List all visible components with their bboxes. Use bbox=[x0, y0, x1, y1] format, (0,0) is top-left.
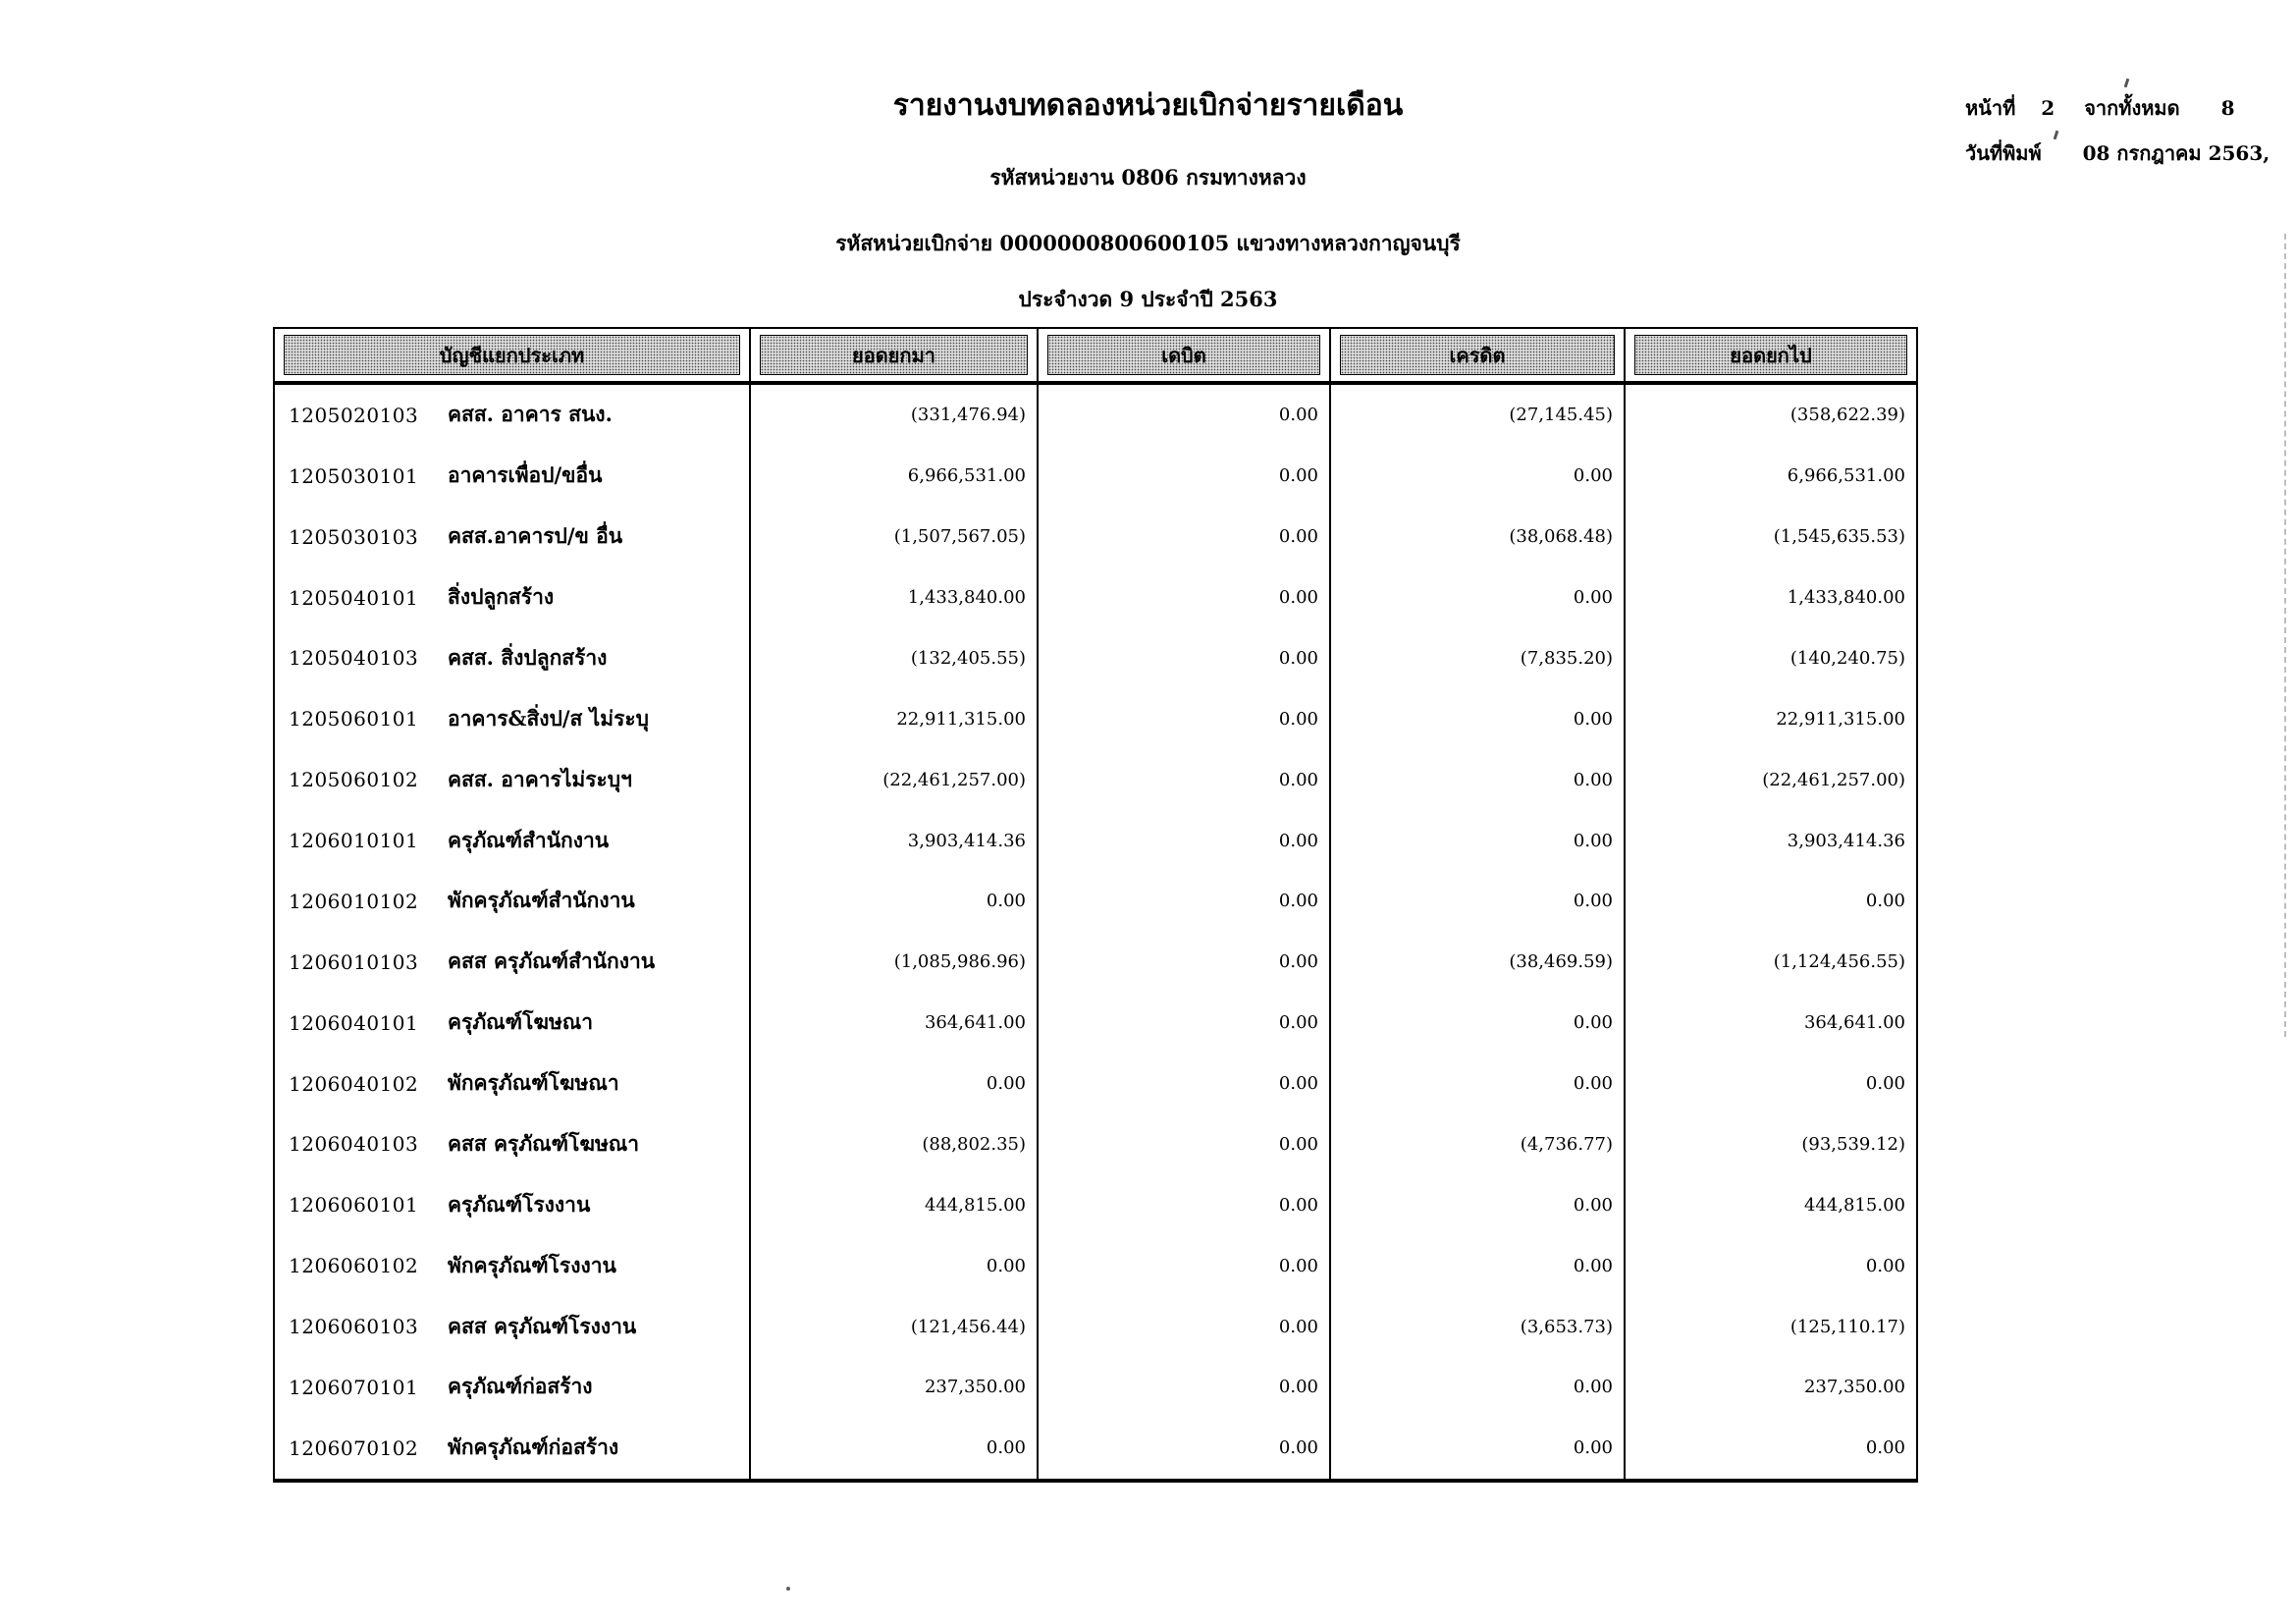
debit-cell: 0.00 bbox=[1039, 1357, 1331, 1418]
table-row bbox=[275, 385, 1916, 446]
carry-forward-cell: 3,903,414.36 bbox=[751, 810, 1039, 871]
account-cell bbox=[275, 993, 751, 1054]
table-row bbox=[275, 568, 1916, 628]
table-row bbox=[275, 1418, 1916, 1479]
table-row bbox=[275, 688, 1916, 749]
account-code: 1206010103 bbox=[289, 949, 419, 974]
page-title: รายงานงบทดลองหน่วยเบิกจ่ายรายเดือน bbox=[892, 88, 1404, 123]
account-code: 1206040102 bbox=[289, 1071, 419, 1096]
carry-forward-cell: (1,085,986.96) bbox=[751, 932, 1039, 993]
debit-cell: 0.00 bbox=[1039, 1235, 1331, 1296]
account-cell bbox=[275, 688, 751, 749]
debit-cell: 0.00 bbox=[1039, 1418, 1331, 1479]
account-name: ครุภัณฑ์สำนักงาน bbox=[448, 827, 610, 852]
print-date-row bbox=[1965, 137, 2269, 169]
carry-forward-cell: 6,966,531.00 bbox=[751, 446, 1039, 507]
agency-code-line: รหัสหน่วยงาน 0806 กรมทางหลวง bbox=[989, 165, 1307, 189]
column-header-account-label: บัญชีแยกประเภท bbox=[284, 335, 740, 375]
credit-cell: 0.00 bbox=[1331, 1054, 1626, 1114]
balance-cell: (1,545,635.53) bbox=[1773, 526, 1905, 548]
account-code: 1206070102 bbox=[289, 1435, 419, 1460]
account-name: พักครุภัณฑ์โฆษณา bbox=[448, 1070, 619, 1096]
debit-cell: 0.00 bbox=[1039, 932, 1331, 993]
table-row bbox=[275, 1357, 1916, 1418]
carry-forward-cell: 0.00 bbox=[751, 1235, 1039, 1296]
balance-cell: (1,124,456.55) bbox=[1773, 951, 1905, 973]
column-header-carry-forward bbox=[751, 329, 1039, 381]
credit-cell: 0.00 bbox=[1331, 1418, 1626, 1479]
balance-cell: 6,966,531.00 bbox=[1787, 465, 1905, 487]
carry-forward-cell: 364,641.00 bbox=[751, 993, 1039, 1054]
scan-speck bbox=[2124, 79, 2130, 87]
trial-balance-table bbox=[273, 327, 1918, 1483]
table-header-row bbox=[275, 329, 1916, 385]
debit-cell: 0.00 bbox=[1039, 749, 1331, 810]
debit-cell: 0.00 bbox=[1039, 385, 1331, 446]
account-name: คสส ครุภัณฑ์โรงงาน bbox=[448, 1313, 637, 1338]
total-pages-label: จากทั้งหมด bbox=[2084, 96, 2180, 120]
account-cell bbox=[275, 507, 751, 568]
debit-cell: 0.00 bbox=[1039, 628, 1331, 689]
account-name: พักครุภัณฑ์โรงงาน bbox=[448, 1252, 616, 1277]
account-name: คสส. สิ่งปลูกสร้าง bbox=[448, 644, 608, 670]
account-cell bbox=[275, 1235, 751, 1296]
carry-forward-cell: 237,350.00 bbox=[751, 1357, 1039, 1418]
account-name: ครุภัณฑ์โฆษณา bbox=[448, 1009, 594, 1035]
account-name: คสส.อาคารป/ข อื่น bbox=[448, 523, 623, 549]
debit-cell: 0.00 bbox=[1039, 810, 1331, 871]
credit-cell: 0.00 bbox=[1331, 871, 1626, 932]
period-line: ประจำงวด 9 ประจำปี 2563 bbox=[1018, 287, 1278, 311]
account-code: 1205060102 bbox=[289, 768, 419, 792]
debit-cell: 0.00 bbox=[1039, 871, 1331, 932]
report-header bbox=[835, 82, 1461, 316]
account-cell bbox=[275, 1174, 751, 1235]
balance-cell: (125,110.17) bbox=[1789, 1316, 1905, 1337]
page-number-value: 2 bbox=[2041, 96, 2056, 120]
credit-cell: 0.00 bbox=[1331, 568, 1626, 628]
table-row bbox=[275, 1174, 1916, 1235]
credit-cell: (38,469.59) bbox=[1331, 932, 1626, 993]
account-name: คสส. อาคารไม่ระบุฯ bbox=[448, 766, 632, 791]
balance-cell: 0.00 bbox=[1865, 1437, 1905, 1459]
debit-cell: 0.00 bbox=[1039, 446, 1331, 507]
column-header-carry-forward-label: ยอดยกมา bbox=[760, 335, 1028, 375]
account-cell bbox=[275, 871, 751, 932]
table-row bbox=[275, 507, 1916, 568]
credit-cell: (4,736.77) bbox=[1331, 1114, 1626, 1175]
balance-cell: 22,911,315.00 bbox=[1776, 708, 1905, 730]
account-code: 1206060101 bbox=[289, 1193, 419, 1218]
balance-cell: (22,461,257.00) bbox=[1762, 769, 1905, 790]
account-code: 1205040103 bbox=[289, 646, 419, 671]
debit-cell: 0.00 bbox=[1039, 568, 1331, 628]
account-name: อาคาร&สิ่งป/ส ไม่ระบุ bbox=[448, 705, 649, 731]
balance-cell: 237,350.00 bbox=[1803, 1377, 1905, 1398]
total-pages-value: 8 bbox=[2220, 96, 2235, 120]
table-row bbox=[275, 446, 1916, 507]
column-header-debit bbox=[1039, 329, 1331, 381]
account-cell bbox=[275, 810, 751, 871]
column-header-balance bbox=[1626, 329, 1916, 381]
credit-cell: 0.00 bbox=[1331, 993, 1626, 1054]
table-row bbox=[275, 1054, 1916, 1114]
account-cell bbox=[275, 385, 751, 446]
account-name: คสส. อาคาร สนง. bbox=[448, 402, 613, 427]
balance-cell: 444,815.00 bbox=[1803, 1194, 1905, 1216]
carry-forward-cell: (331,476.94) bbox=[751, 385, 1039, 446]
carry-forward-cell: (22,461,257.00) bbox=[751, 749, 1039, 810]
balance-cell: (93,539.12) bbox=[1801, 1133, 1905, 1155]
account-name: คสส ครุภัณฑ์สำนักงาน bbox=[448, 948, 656, 974]
carry-forward-cell: (132,405.55) bbox=[751, 628, 1039, 689]
account-code: 1206070101 bbox=[289, 1375, 419, 1399]
balance-cell: 1,433,840.00 bbox=[1787, 587, 1905, 609]
table-body bbox=[275, 385, 1916, 1479]
account-cell bbox=[275, 446, 751, 507]
account-code: 1206010102 bbox=[289, 889, 419, 913]
carry-forward-cell: 0.00 bbox=[751, 1054, 1039, 1114]
carry-forward-cell: 22,911,315.00 bbox=[751, 688, 1039, 749]
balance-cell: 0.00 bbox=[1865, 1073, 1905, 1095]
account-cell bbox=[275, 749, 751, 810]
table-row bbox=[275, 871, 1916, 932]
credit-cell: (27,145.45) bbox=[1331, 385, 1626, 446]
carry-forward-cell: (88,802.35) bbox=[751, 1114, 1039, 1175]
scan-edge-artifact bbox=[2284, 234, 2286, 1037]
balance-cell: (358,622.39) bbox=[1789, 405, 1905, 426]
credit-cell: 0.00 bbox=[1331, 1357, 1626, 1418]
account-code: 1205060101 bbox=[289, 707, 419, 731]
credit-cell: (7,835.20) bbox=[1331, 628, 1626, 689]
table-row bbox=[275, 932, 1916, 993]
account-cell bbox=[275, 932, 751, 993]
debit-cell: 0.00 bbox=[1039, 688, 1331, 749]
account-name: ครุภัณฑ์ก่อสร้าง bbox=[448, 1374, 593, 1399]
table-row bbox=[275, 1235, 1916, 1296]
debit-cell: 0.00 bbox=[1039, 1296, 1331, 1357]
disbursement-code-line: รหัสหน่วยเบิกจ่าย 0000000800600105 แขวงทางหลวงกาญจนบุรี bbox=[835, 231, 1461, 255]
account-code: 1205040101 bbox=[289, 585, 419, 610]
account-cell bbox=[275, 1114, 751, 1175]
carry-forward-cell: 0.00 bbox=[751, 871, 1039, 932]
scan-speck bbox=[786, 1587, 790, 1591]
print-date-label: วันที่พิมพ์ bbox=[1965, 141, 2042, 165]
account-cell bbox=[275, 1296, 751, 1357]
table-row bbox=[275, 749, 1916, 810]
credit-cell: 0.00 bbox=[1331, 749, 1626, 810]
debit-cell: 0.00 bbox=[1039, 1174, 1331, 1235]
credit-cell: 0.00 bbox=[1331, 688, 1626, 749]
account-name: พักครุภัณฑ์สำนักงาน bbox=[448, 888, 635, 913]
column-header-balance-label: ยอดยกไป bbox=[1634, 335, 1907, 375]
account-cell bbox=[275, 568, 751, 628]
credit-cell: 0.00 bbox=[1331, 446, 1626, 507]
balance-cell: 364,641.00 bbox=[1803, 1012, 1905, 1034]
column-header-account bbox=[275, 329, 751, 381]
credit-cell: (3,653.73) bbox=[1331, 1296, 1626, 1357]
credit-cell: 0.00 bbox=[1331, 1174, 1626, 1235]
carry-forward-cell: 1,433,840.00 bbox=[751, 568, 1039, 628]
table-row bbox=[275, 993, 1916, 1054]
column-header-credit-label: เครดิต bbox=[1340, 335, 1615, 375]
table-row bbox=[275, 810, 1916, 871]
page-number-label: หน้าที่ bbox=[1965, 96, 2016, 120]
account-name: สิ่งปลูกสร้าง bbox=[448, 584, 555, 610]
account-cell bbox=[275, 628, 751, 689]
account-cell bbox=[275, 1418, 751, 1479]
page-info-block bbox=[1965, 92, 2269, 183]
balance-cell: 0.00 bbox=[1865, 891, 1905, 912]
account-cell bbox=[275, 1357, 751, 1418]
print-date-value: 08 กรกฎาคม 2563, bbox=[2082, 141, 2270, 165]
carry-forward-cell: (121,456.44) bbox=[751, 1296, 1039, 1357]
balance-cell: (140,240.75) bbox=[1789, 647, 1905, 669]
carry-forward-cell: 0.00 bbox=[751, 1418, 1039, 1479]
credit-cell: 0.00 bbox=[1331, 1235, 1626, 1296]
debit-cell: 0.00 bbox=[1039, 1054, 1331, 1114]
credit-cell: (38,068.48) bbox=[1331, 507, 1626, 568]
table-row bbox=[275, 1114, 1916, 1175]
carry-forward-cell: 444,815.00 bbox=[751, 1174, 1039, 1235]
column-header-debit-label: เดบิต bbox=[1047, 335, 1320, 375]
account-code: 1205020103 bbox=[289, 403, 419, 427]
account-cell bbox=[275, 1054, 751, 1114]
account-code: 1206060103 bbox=[289, 1315, 419, 1339]
account-code: 1206040101 bbox=[289, 1010, 419, 1035]
account-code: 1206040103 bbox=[289, 1132, 419, 1157]
page-number-row bbox=[1965, 92, 2269, 124]
column-header-credit bbox=[1331, 329, 1626, 381]
debit-cell: 0.00 bbox=[1039, 1114, 1331, 1175]
debit-cell: 0.00 bbox=[1039, 507, 1331, 568]
table-row bbox=[275, 628, 1916, 689]
balance-cell: 3,903,414.36 bbox=[1787, 830, 1905, 851]
account-name: อาคารเพื่อป/ขอื่น bbox=[448, 462, 603, 488]
balance-cell: 0.00 bbox=[1865, 1255, 1905, 1276]
carry-forward-cell: (1,507,567.05) bbox=[751, 507, 1039, 568]
account-code: 1206010101 bbox=[289, 829, 419, 853]
table-row bbox=[275, 1296, 1916, 1357]
account-code: 1206060102 bbox=[289, 1254, 419, 1278]
account-code: 1205030103 bbox=[289, 524, 419, 549]
account-name: พักครุภัณฑ์ก่อสร้าง bbox=[448, 1435, 619, 1460]
credit-cell: 0.00 bbox=[1331, 810, 1626, 871]
account-name: คสส ครุภัณฑ์โฆษณา bbox=[448, 1130, 640, 1156]
account-code: 1205030101 bbox=[289, 463, 419, 488]
account-name: ครุภัณฑ์โรงงาน bbox=[448, 1191, 591, 1217]
debit-cell: 0.00 bbox=[1039, 993, 1331, 1054]
